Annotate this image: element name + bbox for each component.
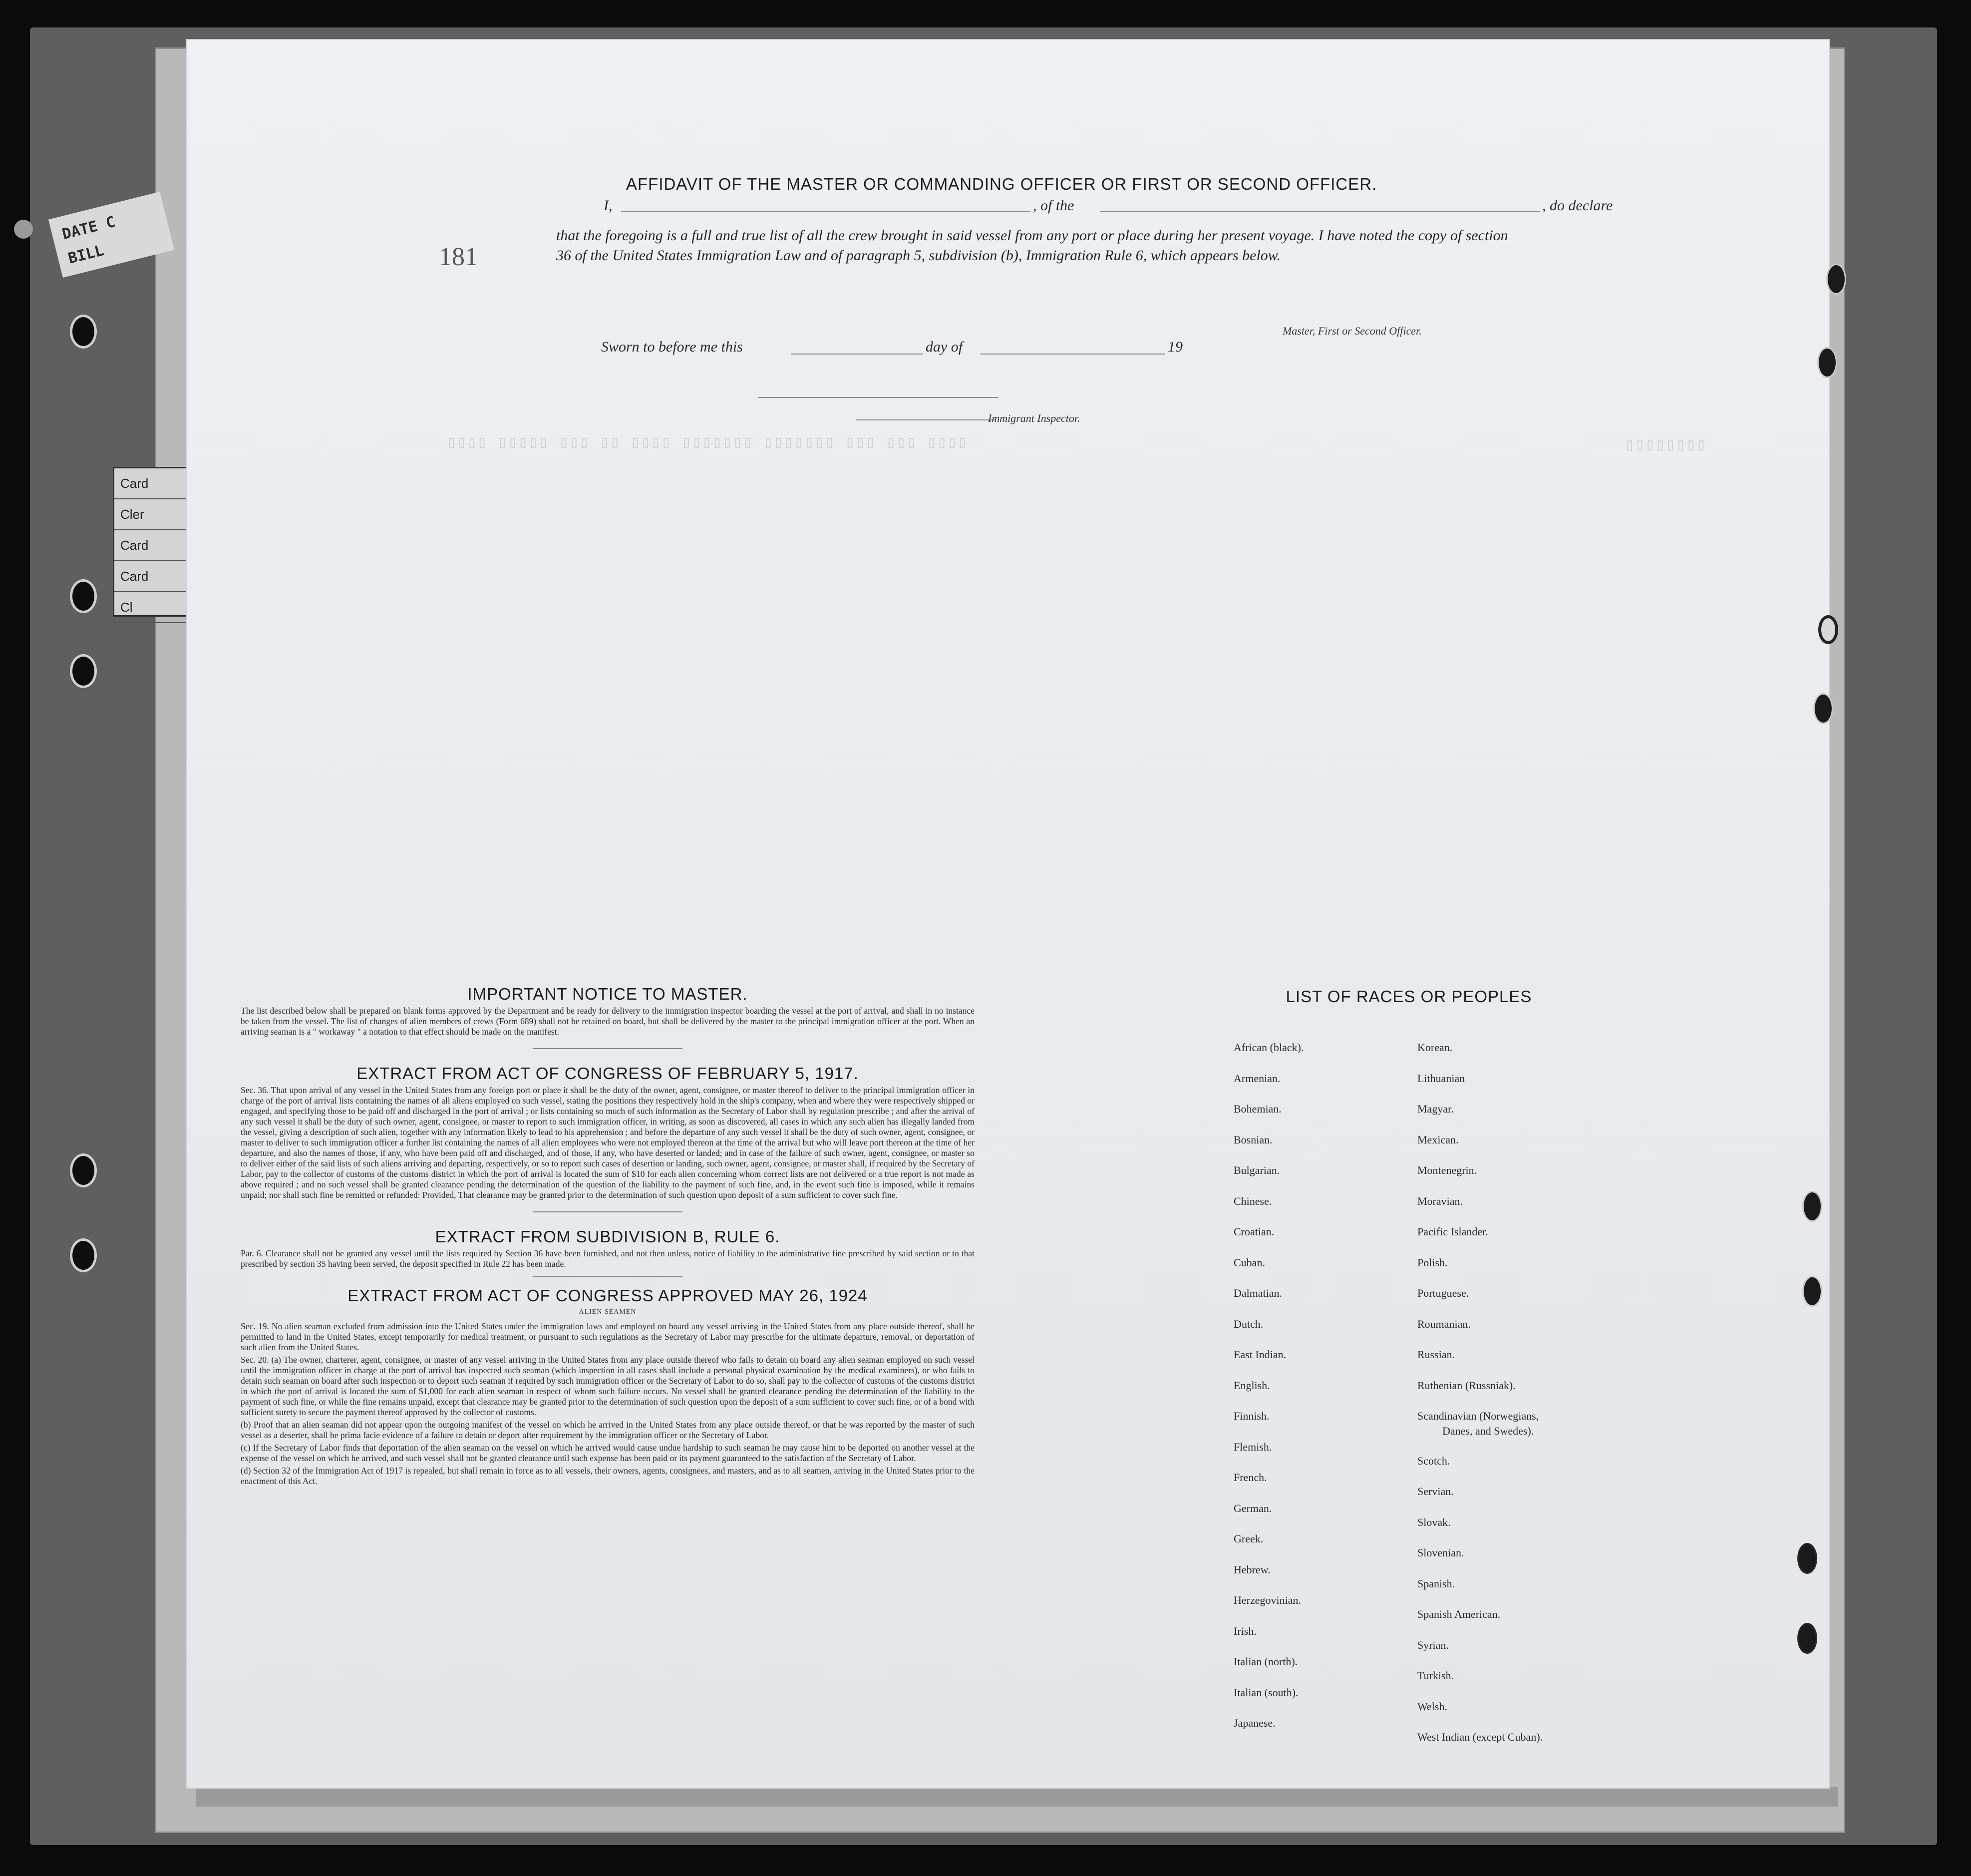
extract-1924-para: Sec. 20. (a) The owner, charterer, agent, consignee, or master of any vessel arriving in the United States from any place outside thereof who fails to detain on board any alien seaman employed on such vessel until the immigration officer in charge at the port of arrival has inspected such seaman (which inspection in all cases shall include a personal physical examination by the medical examiners), or who fails to detain such seaman on board after such inspection or to deport such seaman if required by such immigration officer or the Secretary of Labor to do so, shall pay to the collector of customs of the customs district in which the port of arrival is located the sum of $1,000 for each alien seaman in respect of whom such failure occurs. No vessel shall be granted clearance pending the determination of the liability to the payment of such fine, or while the fine remains unpaid, except that clearance may be granted prior to the determination of such question upon the deposit of a sum sufficient to cover such fine, or of a bond with sufficient surety to secure the payment thereof approved by the collector of customs. [241,1355,975,1417]
race-entry: Dalmatian. [1234,1287,1283,1299]
stamp-line: DATE C [60,213,117,244]
race-entry: Welsh. [1417,1700,1447,1713]
binder-hole [70,579,97,613]
race-entry: French. [1234,1471,1267,1484]
binder-hole [1802,1276,1822,1307]
master-signature-label: Master, First or Second Officer. [1283,325,1422,337]
race-entry: Italian (south). [1234,1686,1299,1699]
race-entry: Chinese. [1234,1194,1272,1207]
card-tab-entry: Card [114,468,186,499]
card-tab-entry: Card [114,561,186,592]
bleed-through-text: ▯▯▯▯▯▯▯▯ [1625,434,1706,454]
race-entry: Flemish. [1234,1440,1272,1453]
manifest-sheet [186,39,1830,1789]
extract-rule6-text: Par. 6. Clearance shall not be granted any vessel until the lists required by Section 36 have been furnished, and not then unless, notice of liability to the administrative fine prescribed by said section or to that prescribed by section 35 having been served, the deposit specified in Rule 22 has been made. [241,1248,975,1269]
affidavit-i: I, [604,197,613,214]
race-entry: Korean. [1417,1041,1453,1054]
inspector-line [856,419,995,420]
card-tab-entry: Cl [114,592,186,623]
race-entry: Turkish. [1417,1669,1454,1682]
race-entry: Portuguese. [1417,1287,1469,1299]
race-entry: Roumanian. [1417,1317,1471,1330]
extract-rule6-title: EXTRACT FROM SUBDIVISION B, RULE 6. [435,1227,780,1246]
bleed-through-text: ▯▯▯▯ ▯▯▯▯▯ ▯▯▯ ▯▯ ▯▯▯▯ ▯▯▯▯▯▯▯ ▯▯▯▯▯▯▯ ▯▯▯ ▯▯▯ ▯▯▯▯ [446,432,968,452]
extract-1924-para: (d) Section 32 of the Immigration Act of 1917 is repealed, but shall remain in force as to all vessels, their owners, agents, consignees, and masters, and as to all seamen, arriving in the United States prior to the enactment of this Act. [241,1466,975,1486]
race-entry: Scandinavian (Norwegians, [1417,1410,1539,1422]
binder-hole [1826,264,1846,295]
race-entry: Spanish. [1417,1577,1455,1590]
sheet-shadow [196,1787,1838,1807]
race-entry: Japanese. [1234,1717,1276,1729]
race-entry: Italian (north). [1234,1655,1298,1668]
binder-hole [1797,1543,1817,1574]
extract-1924-para: (c) If the Secretary of Labor finds that deportation of the alien seaman on the vessel on which he arrived would cause undue hardship to such seaman he may cause him to be deported on another vessel at the expense of the vessel on which he arrived, and such vessel shall not be granted clearance until such expense has been paid or its payment guaranteed to the satisfaction of the Secretary of Labor. [241,1443,975,1463]
binder-hole [1817,347,1837,378]
section-divider [533,1211,682,1212]
binder-hole [70,654,97,688]
race-entry: Cuban. [1234,1256,1265,1269]
edge-mark [14,220,33,239]
notice-text: The list described below shall be prepared on blank forms approved by the Department and be ready for delivery to the immigration inspector boarding the vessel at the port of arrival, and shall in no instance be taken from the vessel. The list of changes of alien members of crews (Form 689) shall not be retained on board, but shall be delivered by the master to the principal immigration officer at the port. When an arriving seaman is a " workaway " a notation to that effect should be made on the manifest. [241,1006,975,1037]
inspector-label: Immigrant Inspector. [988,412,1080,424]
binder-hole [1797,1623,1817,1654]
binder-hole [1802,1191,1822,1222]
race-entry: Magyar. [1417,1103,1454,1115]
stamp-line: BILL [66,242,106,268]
race-entry: German. [1234,1501,1272,1514]
race-entry: Armenian. [1234,1072,1281,1085]
race-entry: Finnish. [1234,1410,1270,1422]
races-title: LIST OF RACES OR PEOPLES [1286,987,1532,1006]
affidavit-of-the: , of the [1033,197,1074,214]
notice-title: IMPORTANT NOTICE TO MASTER. [467,985,748,1003]
race-entry: Lithuanian [1417,1072,1465,1085]
section-divider [533,1048,682,1049]
extract-1924-title: EXTRACT FROM ACT OF CONGRESS APPROVED MAY 26, 1924 [347,1286,868,1305]
page-number: 181 [439,243,478,271]
race-entry: Bohemian. [1234,1103,1282,1115]
legal-notice-column [241,985,975,1487]
race-entry: Irish. [1234,1624,1257,1637]
race-entry: Pacific Islander. [1417,1225,1488,1238]
race-entry: Moravian. [1417,1194,1463,1207]
race-entry: Bulgarian. [1234,1164,1280,1176]
extract-1917-text: Sec. 36. That upon arrival of any vessel in the United States from any foreign port or place it shall be the duty of the owner, agent, consignee, or master thereof to deliver to the principal immigration officer in charge of the port of arrival lists containing the names of all aliens employed on such vessel, stating the positions they respectively hold in the ship's company, when and where they were respectively shipped or engaged, and specifying those to be paid off and discharged in the port of arrival ; or lists containing so much of such information as the Secretary of Labor shall by regulation prescribe ; and after the arrival of any such vessel it shall be the duty of such owner, agent, consignee, or master to report to such immigration officer, in writing, as soon as discovered, all cases in which any such alien has illegally landed from the vessel, giving a description of such alien, together with any information likely to lead to his apprehension ; and before the departure of any such vessel it shall be the duty of such owner, agent, consignee, or master to deliver to such immigration officer a further list containing the names of all alien employees who were not employed thereon at the time of the arrival but who will leave port thereon at the time of her departure, and also the names of those, if any, who have been paid off and discharged, and of those, if any, who have deserted or landed; and in case of the failure of such owner, agent, consignee, or master so to deliver either of the said lists of such aliens arriving and departing, respectively, or so to report such cases of desertion or landing, such owner, agent, consignee, or master shall, if required by the Secretary of Labor, pay to the collector of customs of the customs district in which the port of arrival is located the sum of $10 for each alien concerning whom correct lists are not delivered or a true report is not made as above required ; and no such vessel shall be granted clearance pending the determination of the question of the liability to the payment of such fine, and, in the event such fine is imposed, while it remains unpaid; nor shall such fine be remitted or refunded: Provided, That clearance may be granted prior to the determination of such question upon deposit of a sum sufficient to cover such fine. [241,1085,975,1200]
card-index-tab [113,467,188,617]
race-entry: Hebrew. [1234,1563,1271,1576]
race-entry: Dutch. [1234,1317,1264,1330]
name-blank-line [621,211,1030,212]
binder-hole [70,315,97,349]
race-entry: Scotch. [1417,1454,1450,1467]
race-entry: Herzegovinian. [1234,1594,1301,1606]
race-entry: Russian. [1417,1348,1455,1361]
card-tab-entry: Cler [114,499,186,530]
sworn-month-line [981,354,1165,355]
affidavit-declare: , do declare [1542,197,1613,214]
day-of-text: day of [926,339,963,355]
race-entry: Servian. [1417,1485,1454,1498]
race-entry: Slovenian. [1417,1546,1464,1559]
extract-1924-para: (b) Proof that an alien seaman did not appear upon the outgoing manifest of the vessel on which he arrived in the United States from any place outside thereof, or that he was reported by the master of such vessel as a deserter, shall be prima facie evidence of a failure to detain or deport after requirement by the immigration officer or the Secretary of Labor. [241,1420,975,1440]
race-entry: Montenegrin. [1417,1164,1477,1176]
race-entry: East Indian. [1234,1348,1287,1361]
race-entry: African (black). [1234,1041,1304,1054]
extract-1924-subtitle: ALIEN SEAMEN [579,1308,637,1316]
vessel-blank-line [1100,211,1540,212]
affidavit-title: AFFIDAVIT OF THE MASTER OR COMMANDING OFFICER OR FIRST OR SECOND OFFICER. [626,175,1377,193]
race-entry: Slovak. [1417,1515,1451,1528]
race-entry: Greek. [1234,1532,1264,1545]
binder-hole [70,1153,97,1187]
race-entry-continuation: Danes, and Swedes). [1442,1425,1534,1437]
binder-hole [70,1238,97,1272]
race-entry: Polish. [1417,1256,1448,1269]
race-entry: Bosnian. [1234,1133,1273,1146]
race-entry: Croatian. [1234,1225,1275,1238]
race-entry: Spanish American. [1417,1608,1501,1620]
binder-hole [1818,615,1838,644]
sworn-day-line [791,354,923,355]
extract-1917-title: EXTRACT FROM ACT OF CONGRESS OF FEBRUARY 5, 1917. [356,1064,859,1083]
race-entry: Mexican. [1417,1133,1459,1146]
section-divider [533,1276,682,1277]
sworn-text: Sworn to before me this [601,339,743,355]
race-entry: English. [1234,1379,1270,1392]
affidavit-body: that the foregoing is a full and true list of all the crew brought in said vessel from any port or place during her present voyage. I have noted the copy of section 36 of the United States Immigration Law and of paragraph 5, subdivision (b), Immigration Rule 6, which appears below. [556,227,1508,264]
race-entry: Syrian. [1417,1638,1449,1651]
year-prefix: 19 [1168,339,1183,355]
binder-hole [1813,693,1833,724]
inspector-line [758,397,998,398]
race-entry: Ruthenian (Russniak). [1417,1379,1516,1392]
extract-1924-para: Sec. 19. No alien seaman excluded from admission into the United States under the immigration laws and employed on board any vessel arriving in the United States from any place outside thereof, shall be permitted to land in the United States, except temporarily for medical treatment, or pursuant to such regulations as the Secretary of Labor may prescribe for the ultimate departure, removal, or deportation of such alien from the United States. [241,1321,975,1352]
card-tab-entry: Card [114,530,186,561]
race-entry: West Indian (except Cuban). [1417,1731,1543,1743]
